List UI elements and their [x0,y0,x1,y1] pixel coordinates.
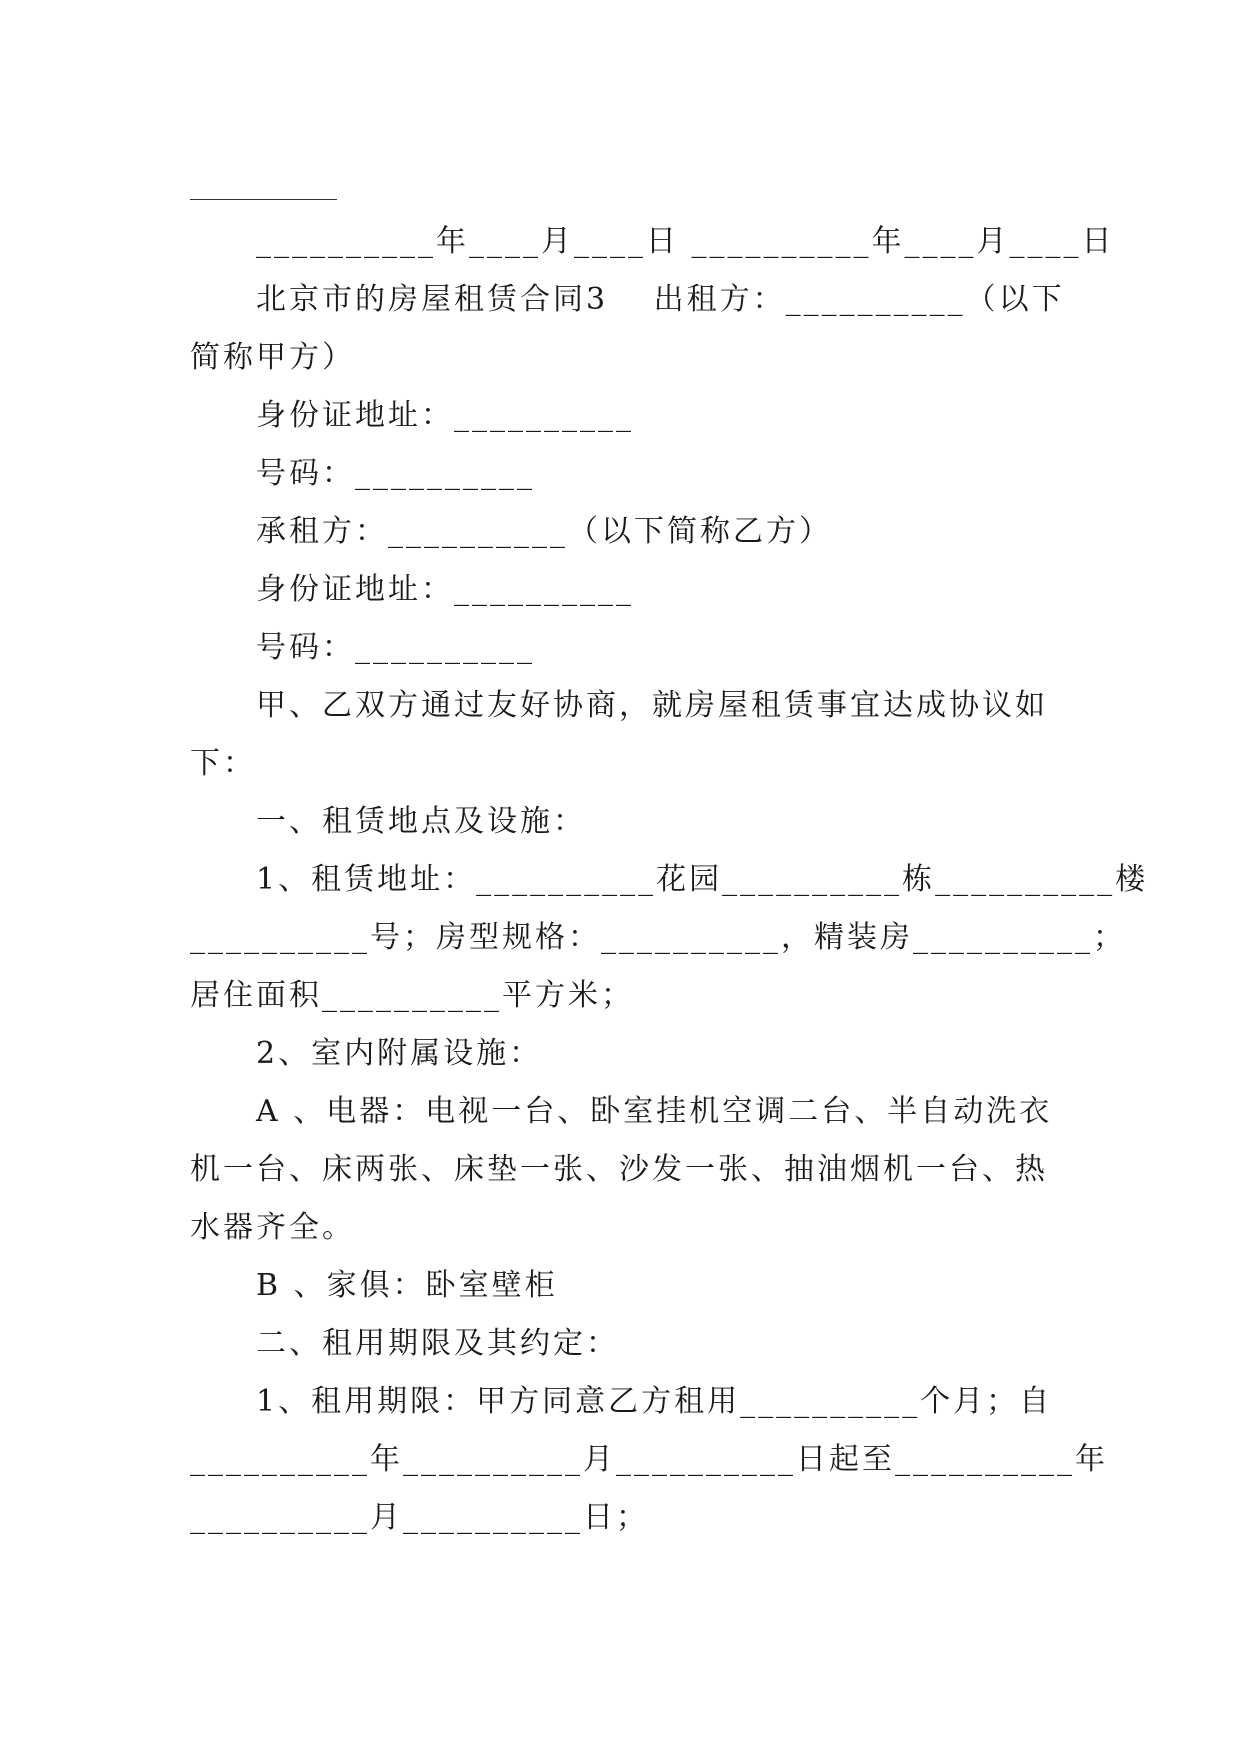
section-1-heading: 一、租赁地点及设施： [256,804,586,839]
appliances-end: 水器齐全。 [190,1210,355,1245]
lessee-line: 承租方：__________（以下简称乙方） [256,514,832,549]
appliances-cont: 机一台、床两张、床垫一张、沙发一张、抽油烟机一台、热 [190,1152,1048,1187]
furniture-line: B 、家俱：卧室壁柜 [256,1268,558,1303]
lessor-abbrev-line: 简称甲方） [190,340,355,375]
facilities-heading: 2、室内附属设施： [256,1036,543,1071]
lease-term-line: 1、租用期限：甲方同意乙方租用__________个月；自 [256,1384,1053,1419]
rental-address-line: 1、租赁地址：__________花园__________栋__________楼 [256,862,1149,897]
agreement-intro: 甲、乙双方通过友好协商，就房屋租赁事宜达成协议如 [256,688,1048,723]
contract-title-lessor-line: 北京市的房屋租赁合同3 出租方：__________（以下 [256,282,1065,317]
agreement-intro-cont: 下： [190,746,256,781]
rental-address-cont: __________号；房型规格：__________，精装房__________； [190,920,1126,955]
top-blank-rule [190,199,337,200]
section-2-heading: 二、租用期限及其约定： [256,1326,619,1361]
lessee-id-address: 身份证地址：__________ [256,572,634,607]
lease-term-dates: __________年__________月__________日起至__________年 [190,1442,1108,1477]
appliances-line: A 、电器：电视一台、卧室挂机空调二台、半自动洗衣 [256,1094,1053,1129]
lessor-id-address: 身份证地址：__________ [256,398,634,433]
lessor-id-number: 号码：__________ [256,456,535,491]
lease-term-end: __________月__________日； [190,1500,649,1535]
living-area-line: 居住面积__________平方米； [190,978,634,1013]
lessee-id-number: 号码：__________ [256,630,535,665]
date-line: __________年____月____日 __________年____月____日 [256,224,1115,259]
